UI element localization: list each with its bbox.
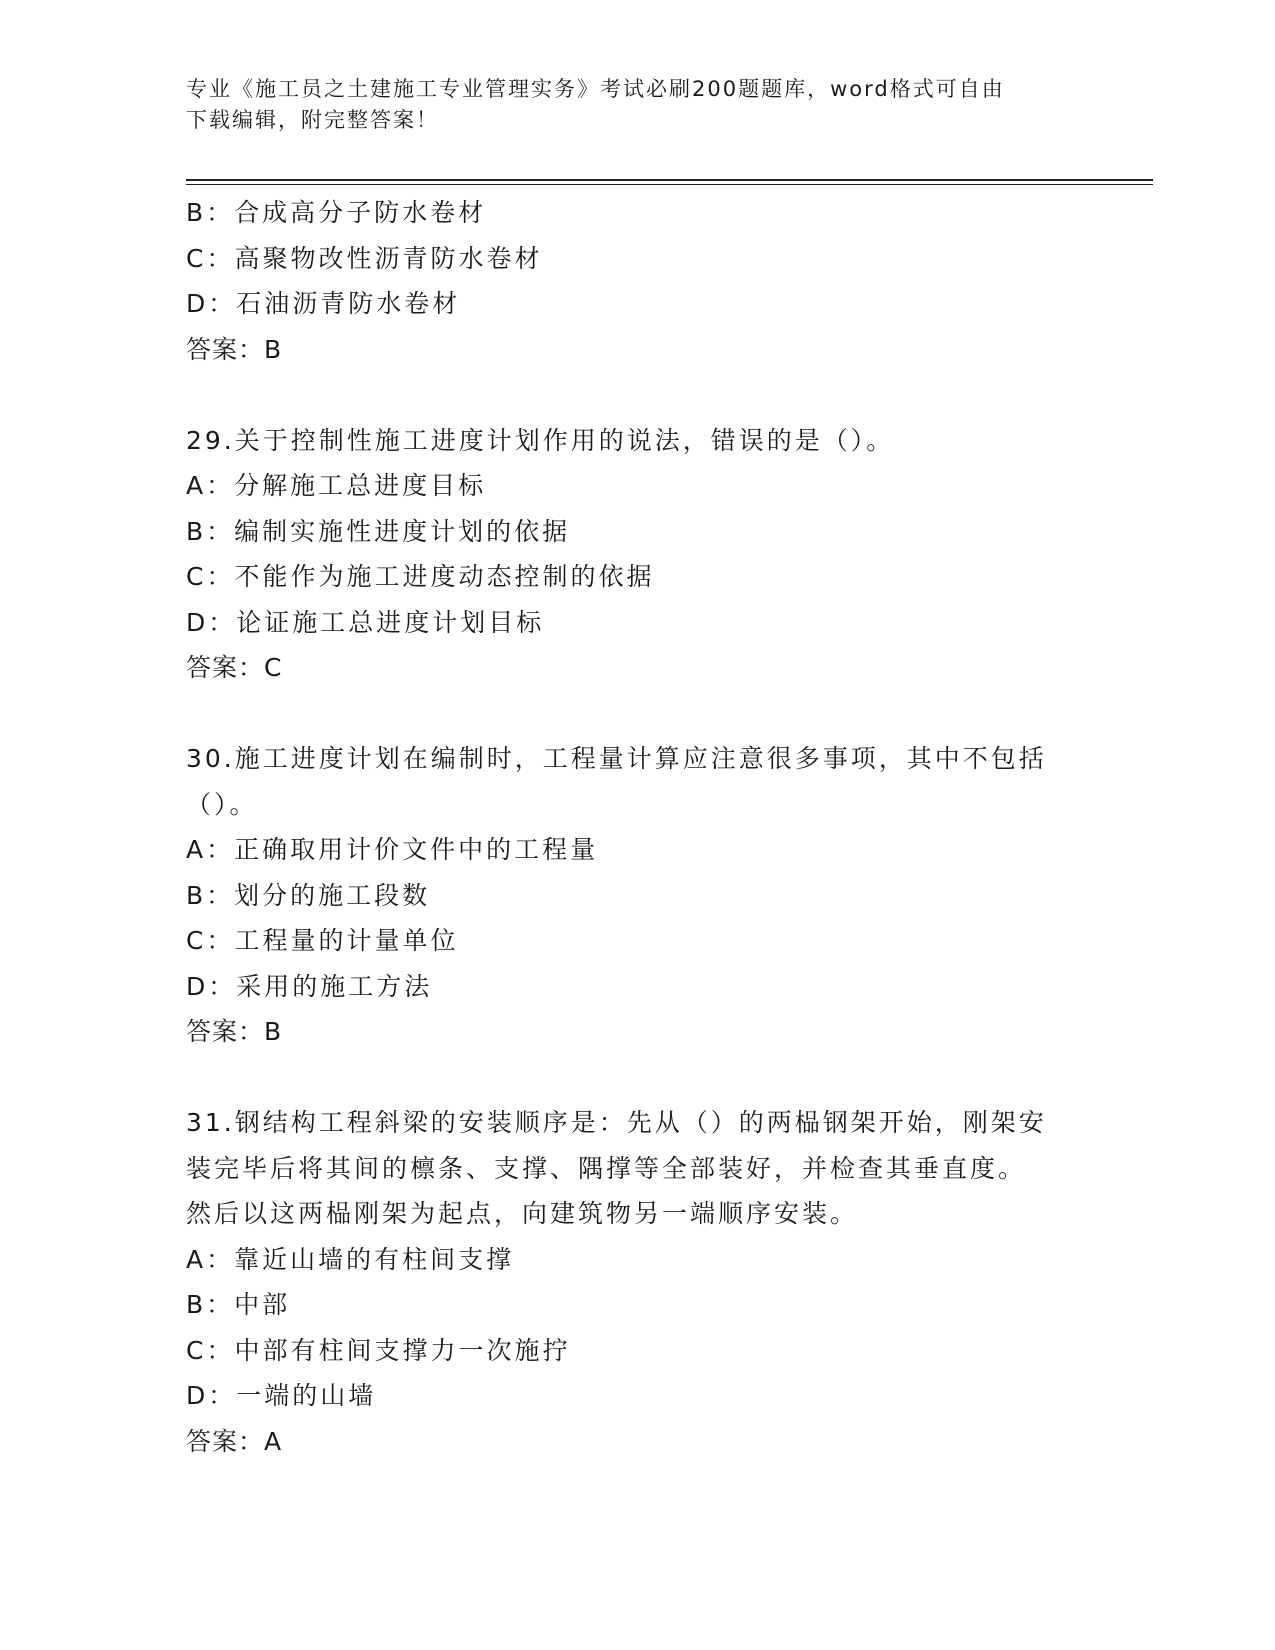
option-d: D：论证施工总进度计划目标 xyxy=(186,607,545,637)
option-b: B：划分的施工段数 xyxy=(186,880,431,910)
question-stem-line-2: （）。 xyxy=(186,789,258,819)
spacer xyxy=(186,372,1086,418)
question-31 xyxy=(186,1100,1086,1464)
question-30 xyxy=(186,736,1086,1055)
option-d: D：采用的施工方法 xyxy=(186,971,433,1001)
answer-label: 答案：B xyxy=(186,334,283,364)
header-divider-thin xyxy=(186,184,1153,185)
question-stem-line-1: 31.钢结构工程斜梁的安装顺序是：先从（）的两榀钢架开始，刚架安 xyxy=(186,1108,1047,1137)
option-c: C：工程量的计量单位 xyxy=(186,926,459,955)
option-d: D：石油沥青防水卷材 xyxy=(186,289,461,318)
option-b: B：中部 xyxy=(186,1290,291,1319)
spacer xyxy=(186,1055,1086,1101)
header-line-1: 专业《施工员之土建施工专业管理实务》考试必刷200题题库，word格式可自由 xyxy=(186,77,1005,101)
header-line-2: 下载编辑，附完整答案！ xyxy=(186,108,439,132)
option-a: A：正确取用计价文件中的工程量 xyxy=(186,835,599,864)
spacer xyxy=(186,691,1086,737)
option-d: D：一端的山墙 xyxy=(186,1381,377,1410)
question-stem-line-2: 装完毕后将其间的檩条、支撑、隅撑等全部装好，并检查其垂直度。 xyxy=(186,1153,1027,1183)
option-b: B：编制实施性进度计划的依据 xyxy=(186,516,571,546)
header-divider-thick xyxy=(186,179,1153,181)
question-29 xyxy=(186,418,1086,691)
question-list xyxy=(186,190,1086,1464)
partial-question-28 xyxy=(186,190,1086,372)
question-stem: 29.关于控制性施工进度计划作用的说法，错误的是（）。 xyxy=(186,425,895,455)
option-c: C：中部有柱间支撑力一次施拧 xyxy=(186,1335,571,1365)
option-b: B：合成高分子防水卷材 xyxy=(186,198,487,227)
question-stem-line-3: 然后以这两榀刚架为起点，向建筑物另一端顺序安装。 xyxy=(186,1199,859,1228)
question-stem-line-1: 30.施工进度计划在编制时，工程量计算应注意很多事项，其中不包括 xyxy=(186,744,1047,773)
answer-label: 答案：A xyxy=(186,1426,283,1456)
document-header xyxy=(186,74,1066,136)
option-c: C：高聚物改性沥青防水卷材 xyxy=(186,243,543,273)
answer-label: 答案：B xyxy=(186,1017,283,1046)
option-c: C：不能作为施工进度动态控制的依据 xyxy=(186,562,655,591)
option-a: A：分解施工总进度目标 xyxy=(186,471,487,500)
option-a: A：靠近山墙的有柱间支撑 xyxy=(186,1244,515,1274)
answer-label: 答案：C xyxy=(186,653,283,682)
